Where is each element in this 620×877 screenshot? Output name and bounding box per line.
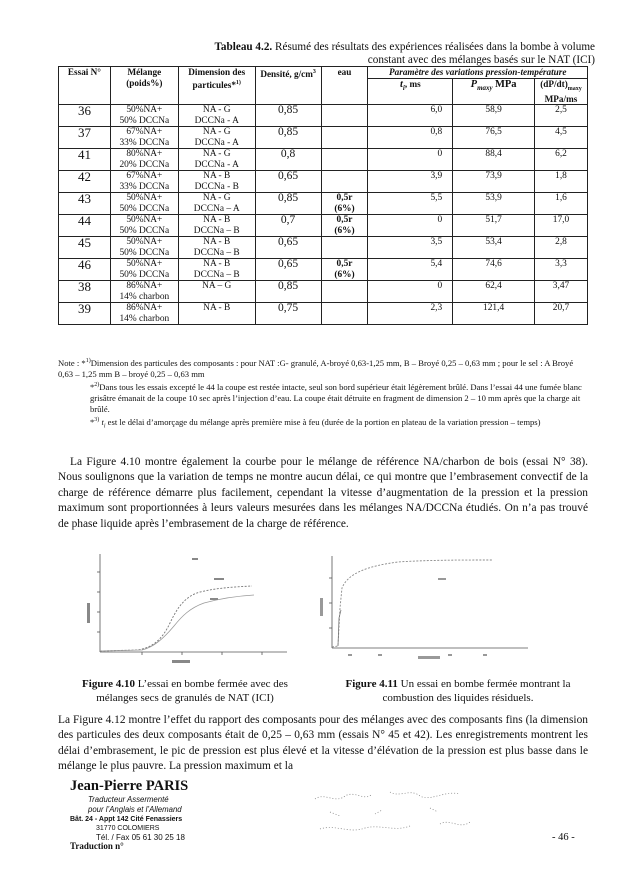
cell-ti: 3,9 <box>368 171 453 193</box>
cell-dpdt: 2,5 <box>534 105 587 127</box>
figure-4-11-caption: Figure 4.11 Un essai en bombe fermée montrant la combustion des liquides résiduels. <box>345 678 571 704</box>
header-dpdt: $(dP/dt)_{maxy}$ MPa/ms <box>534 78 587 105</box>
cell-melange: 50%NA+ 50% DCCNa <box>110 215 178 237</box>
table-row <box>59 193 588 215</box>
cell-pmax: 58,9 <box>453 105 535 127</box>
header-densite: Densité, $g/cm^3$ <box>255 67 321 105</box>
cell-ti: 2,3 <box>368 303 453 325</box>
cell-dimension: NA – G <box>178 281 255 303</box>
cell-melange: 50%NA+ 50% DCCNa <box>110 259 178 281</box>
cell-pmax: 53,4 <box>453 237 535 259</box>
cell-densite: 0,75 <box>255 303 321 325</box>
cell-densite: 0,65 <box>255 171 321 193</box>
cell-melange: 67%NA+ 33% DCCNa <box>110 127 178 149</box>
cell-eau: 0,5r (6%) <box>321 215 368 237</box>
cell-pmax: 51,7 <box>453 215 535 237</box>
header-melange: Mélange (poids%) <box>110 67 178 105</box>
cell-dpdt: 4,5 <box>534 127 587 149</box>
cell-essai: 44 <box>59 215 111 237</box>
cell-essai: 38 <box>59 281 111 303</box>
cell-melange: 50%NA+ 50% DCCNa <box>110 105 178 127</box>
cell-melange: 50%NA+ 50% DCCNa <box>110 237 178 259</box>
stamp-line-5: Tél. / Fax 05 61 30 25 18 <box>96 833 185 842</box>
cell-dpdt: 17,0 <box>534 215 587 237</box>
table-row <box>59 303 588 325</box>
cell-dimension: NA - G DCCNa - A <box>178 127 255 149</box>
cell-eau <box>321 237 368 259</box>
note-2: *$^{2)}$Dans tous les essais excepté le 44 la coupe est restée intacte, seul son bord supérieur était légèrement brûlé. Dans l’essai 44 une fumée blanc grisâtre émanait de la coupe 10 sec après l’injection d’eau. La coupe était détruite en fragment de dimension 2 – 10 mm après que la charge ait brûlé. <box>90 381 582 414</box>
cell-pmax: 62,4 <box>453 281 535 303</box>
cell-ti: 0 <box>368 149 453 171</box>
handwritten-signature <box>310 784 530 854</box>
cell-dimension: NA - G DCCNa - A <box>178 105 255 127</box>
header-ti: $t_i$, ms <box>368 78 453 105</box>
cell-essai: 46 <box>59 259 111 281</box>
cell-densite: 0,7 <box>255 215 321 237</box>
stamp-line-4: 31770 COLOMIERS <box>96 825 160 832</box>
header-dimension: Dimension des particules*$^{1)}$ <box>178 67 255 105</box>
cell-pmax: 88,4 <box>453 149 535 171</box>
stamp-line-2: pour l’Anglais et l’Allemand <box>88 805 182 814</box>
cell-densite: 0,65 <box>255 259 321 281</box>
page-number: - 46 - <box>552 832 575 843</box>
cell-eau <box>321 171 368 193</box>
header-parametres: Paramètre des variations pression-température <box>368 67 588 79</box>
cell-dimension: NA - B DCCNa – B <box>178 237 255 259</box>
table-notes <box>58 356 590 432</box>
cell-essai: 42 <box>59 171 111 193</box>
cell-dpdt: 3,3 <box>534 259 587 281</box>
cell-dpdt: 20,7 <box>534 303 587 325</box>
cell-ti: 0 <box>368 281 453 303</box>
cell-ti: 0,8 <box>368 127 453 149</box>
table-caption-label: Tableau 4.2. <box>214 41 273 53</box>
cell-pmax: 53,9 <box>453 193 535 215</box>
cell-densite: 0,85 <box>255 281 321 303</box>
table-row <box>59 105 588 127</box>
figure-4-11-image <box>318 548 533 668</box>
cell-melange: 80%NA+ 20% DCCNa <box>110 149 178 171</box>
cell-essai: 36 <box>59 105 111 127</box>
cell-essai: 43 <box>59 193 111 215</box>
cell-dimension: NA - B DCCNa – B <box>178 215 255 237</box>
cell-dpdt: 1,6 <box>534 193 587 215</box>
cell-ti: 6,0 <box>368 105 453 127</box>
cell-ti: 0 <box>368 215 453 237</box>
header-essai: Essai N° <box>59 67 111 105</box>
table-row <box>59 215 588 237</box>
cell-dpdt: 3,47 <box>534 281 587 303</box>
stamp-line-1: Traducteur Assermenté <box>88 795 169 804</box>
cell-densite: 0,85 <box>255 105 321 127</box>
cell-dimension: NA - B <box>178 303 255 325</box>
results-table <box>58 66 588 325</box>
table-row <box>59 237 588 259</box>
cell-ti: 3,5 <box>368 237 453 259</box>
cell-eau: 0,5r (6%) <box>321 259 368 281</box>
cell-melange: 50%NA+ 50% DCCNa <box>110 193 178 215</box>
stamp-name: Jean-Pierre PARIS <box>70 778 189 794</box>
table-row <box>59 259 588 281</box>
table-row <box>59 127 588 149</box>
cell-densite: 0,85 <box>255 193 321 215</box>
cell-dpdt: 6,2 <box>534 149 587 171</box>
stamp-line-3: Bât. 24 - Appt 142 Cité Fenassiers <box>70 816 183 823</box>
cell-ti: 5,5 <box>368 193 453 215</box>
note-1: Note : *$^{1)}$Dimension des particules des composants : pour NAT :G- granulé, A-broyé 0,63-1,25 mm, B – Broyé 0,25 – 0,63 mm ; pour le sel : A Broyé 0,63 – 1,25 mm B – broyé 0,25 – 0,63 mm <box>58 357 574 379</box>
cell-densite: 0,85 <box>255 127 321 149</box>
cell-essai: 45 <box>59 237 111 259</box>
table-row <box>59 171 588 193</box>
cell-pmax: 76,5 <box>453 127 535 149</box>
header-eau: eau <box>321 67 368 105</box>
stamp-line-6: Traduction n° <box>70 841 124 851</box>
cell-essai: 39 <box>59 303 111 325</box>
table-row <box>59 281 588 303</box>
cell-pmax: 74,6 <box>453 259 535 281</box>
header-pmax: $P_{maxy}$ MPa <box>453 78 535 105</box>
cell-eau <box>321 303 368 325</box>
cell-dimension: NA - B DCCNa - B <box>178 171 255 193</box>
table-row <box>59 149 588 171</box>
cell-essai: 37 <box>59 127 111 149</box>
cell-melange: 86%NA+ 14% charbon <box>110 281 178 303</box>
cell-melange: 67%NA+ 33% DCCNa <box>110 171 178 193</box>
cell-eau <box>321 105 368 127</box>
cell-dpdt: 2,8 <box>534 237 587 259</box>
cell-densite: 0,65 <box>255 237 321 259</box>
cell-eau <box>321 149 368 171</box>
paragraph-1: La Figure 4.10 montre également la courbe pour le mélange de référence NA/charbon de bois (essai N° 38). Nous soulignons que la variation de temps ne montre aucun délai, ce qui montre que l’embrasement convectif de la charge de référence démarre plus facilement, cependant la vitesse d’augmentation de la pression et la pression maximum sont proportionnées à leurs valeurs mesurées dans les mélanges NA/DCCNa étudiés. On n’a pas trouvé de phase liquide après l’embrasement de la charge de référence. <box>58 456 588 530</box>
table-caption <box>205 41 595 67</box>
cell-dimension: NA - G DCCNa – A <box>178 193 255 215</box>
cell-eau <box>321 281 368 303</box>
cell-pmax: 73,9 <box>453 171 535 193</box>
translator-stamp <box>70 778 190 851</box>
note-3: *$^{3)}$ $t_i$ est le délai d’amorçage du mélange après première mise à feu (durée de la portion en plateau de la variation pression – temps) <box>90 416 541 430</box>
cell-melange: 86%NA+ 14% charbon <box>110 303 178 325</box>
table-caption-text: Résumé des résultats des expériences réalisées dans la bombe à volume constant avec des mélanges basés sur le NAT (ICI) <box>275 41 595 66</box>
cell-densite: 0,8 <box>255 149 321 171</box>
cell-dimension: NA - B DCCNa – B <box>178 259 255 281</box>
cell-eau: 0,5r (6%) <box>321 193 368 215</box>
cell-essai: 41 <box>59 149 111 171</box>
figure-4-10-caption: Figure 4.10 L’essai en bombe fermée avec des mélanges secs de granulés de NAT (ICI) <box>82 678 288 704</box>
cell-dimension: NA - G DCCNa - A <box>178 149 255 171</box>
cell-dpdt: 1,8 <box>534 171 587 193</box>
paragraph-2: La Figure 4.12 montre l’effet du rapport des composants pour des mélanges avec des composants fins (la dimension des particules des deux composants était de 0,25 – 0,63 mm (essais N° 45 et 42). Les enregistrements montrent les délai d’embrasement, le pic de pression est plus élevé et la vitesse d’élévation de la pression est plus basse dans le mélange le plus pauvre. La pression maximum et la <box>58 714 588 773</box>
cell-ti: 5,4 <box>368 259 453 281</box>
cell-eau <box>321 127 368 149</box>
cell-pmax: 121,4 <box>453 303 535 325</box>
figure-4-10-image <box>82 548 292 668</box>
